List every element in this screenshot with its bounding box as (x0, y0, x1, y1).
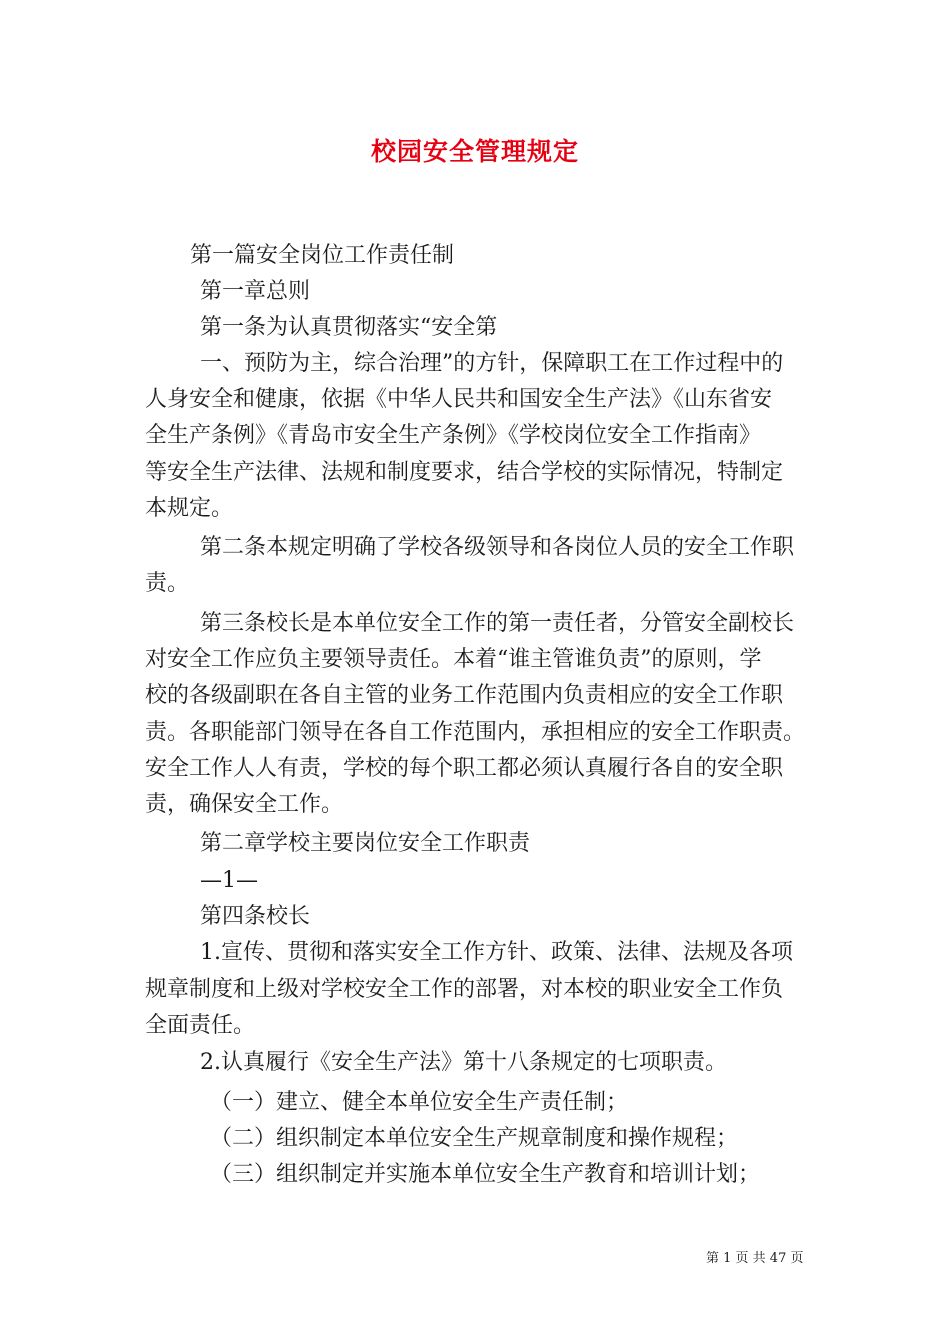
page-marker: —1— (200, 868, 258, 893)
document-title: 校园安全管理规定 (370, 137, 579, 166)
body-line: 第一篇安全岗位工作责任制 (190, 243, 455, 268)
body-line: 校的各级副职在各自主管的业务工作范围内负责相应的安全工作职 (145, 683, 784, 708)
body-line: 责，确保安全工作。 (145, 792, 344, 817)
body-line: 对安全工作应负主要领导责任。本着“谁主管谁负责”的原则，学 (145, 647, 762, 672)
body-line: （二）组织制定本单位安全生产规章制度和操作规程； (210, 1126, 739, 1151)
body-line: 第一条为认真贯彻落实“安全第 (200, 315, 498, 340)
body-line: 规章制度和上级对学校安全工作的部署，对本校的职业安全工作负 (145, 977, 784, 1002)
body-line: 第二章学校主要岗位安全工作职责 (200, 831, 531, 856)
body-line: （三）组织制定并实施本单位安全生产教育和培训计划； (210, 1162, 761, 1187)
body-line: 全面责任。 (145, 1013, 256, 1038)
body-line: （一）建立、健全本单位安全生产责任制； (210, 1090, 629, 1115)
body-line: 第二条本规定明确了学校各级领导和各岗位人员的安全工作职 (200, 535, 795, 560)
body-line: 一、预防为主，综合治理”的方针，保障职工在工作过程中的 (200, 351, 784, 376)
page-footer: 第 1 页 共 47 页 (706, 1251, 804, 1266)
body-line: 安全工作人人有责，学校的每个职工都必须认真履行各自的安全职 (145, 756, 784, 781)
body-line: 责。各职能部门领导在各自工作范围内，承担相应的安全工作职责。 (145, 720, 806, 745)
body-line: 本规定。 (145, 496, 234, 521)
body-line: 责。 (145, 571, 190, 596)
body-line: 第一章总则 (200, 279, 311, 304)
body-line: 人身安全和健康，依据《中华人民共和国安全生产法》《山东省安 (145, 387, 773, 412)
body-line: 等安全生产法律、法规和制度要求，结合学校的实际情况，特制定 (145, 460, 784, 485)
body-line: 全生产条例》《青岛市安全生产条例》《学校岗位安全工作指南》 (145, 423, 762, 448)
body-line: 第三条校长是本单位安全工作的第一责任者，分管安全副校长 (200, 611, 795, 636)
body-line: 第四条校长 (200, 904, 311, 929)
body-line: 2.认真履行《安全生产法》第十八条规定的七项职责。 (200, 1050, 727, 1075)
body-line: 1.宣传、贯彻和落实安全工作方针、政策、法律、法规及各项 (200, 940, 793, 965)
